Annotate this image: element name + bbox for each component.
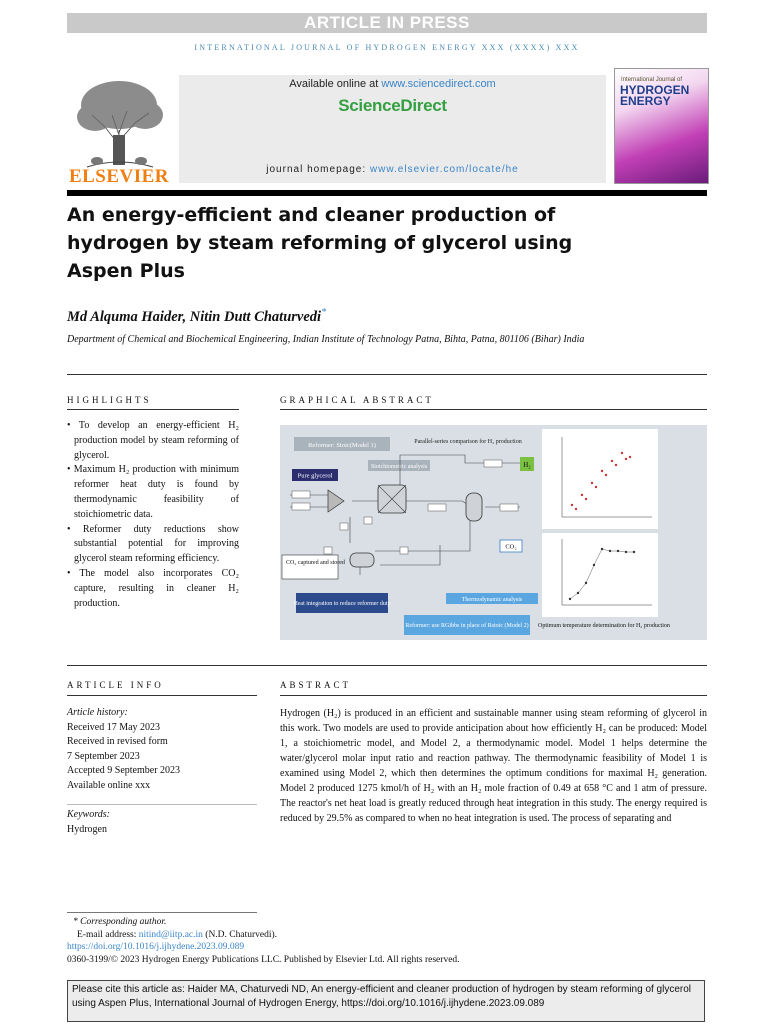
article-info-rule (67, 695, 257, 696)
journal-cover-thumbnail (614, 68, 709, 184)
abstract-rule (280, 695, 707, 696)
authors-text: Md Alquma Haider, Nitin Dutt Chaturvedi (67, 308, 322, 325)
history-item: Received 17 May 2023 (67, 721, 161, 733)
journal-homepage-link[interactable]: www.elsevier.com/locate/he (369, 164, 519, 175)
process-flowsheet (280, 425, 707, 640)
header-divider (67, 190, 707, 196)
email-link[interactable]: nitind@iitp.ac.in (138, 929, 203, 940)
journal-running-header: INTERNATIONAL JOURNAL OF HYDROGEN ENERGY XXX (XXXX) XXX (194, 43, 580, 52)
citation-box: Please cite this article as: Haider MA, Chaturvedi ND, An energy-efficient and cleaner production of hydrogen by steam reforming of glycerol using Aspen Plus, International Journal of Hydrogen Energy, https://doi.org/10.1016/j.ijhydene.2023.09.089 (67, 980, 705, 1022)
keyword-item: Hydrogen (67, 823, 107, 835)
corresponding-note: * Corresponding author. (73, 917, 167, 927)
chart-panel-1 (542, 429, 658, 529)
separator-icon (466, 493, 482, 521)
article-info (67, 706, 257, 837)
keywords-rule (67, 804, 257, 805)
email-line (67, 929, 460, 942)
section-rule-top (67, 374, 707, 375)
cover-line2: HYDROGEN (620, 83, 690, 97)
history-item: Accepted 9 September 2023 (67, 765, 181, 776)
cover-line1: International Journal of (621, 77, 683, 83)
sciencedirect-link[interactable]: www.sciencedirect.com (381, 78, 496, 90)
parallel-series-label: Parallel-series comparison for H₂ production (414, 439, 522, 445)
thermo-analysis-label: Thermodynamic analysis (461, 597, 523, 603)
corresponding-mark[interactable]: * (321, 307, 327, 318)
h2-label: H₂ (523, 461, 531, 469)
highlight-item: • Maximum H₂ production with minimum reformer heat duty is found by thermodynamic feasibility of stoichiometric data. (67, 464, 239, 520)
cover-title (620, 85, 689, 107)
article-in-press-banner: ARTICLE IN PRESS (67, 13, 707, 33)
sciencedirect-logo: ScienceDirect (338, 96, 447, 115)
graphical-abstract-rule (280, 409, 707, 410)
cover-line3: ENERGY (620, 94, 671, 108)
highlight-item: • The model also incorporates CO₂ capture, resulting in cleaner H₂ production. (67, 567, 239, 609)
co2-label: CO₂ (505, 543, 517, 551)
graphical-abstract-heading: GRAPHICAL ABSTRACT (280, 395, 434, 405)
reformer-stoic-label: Reformer: Stoic(Model 1) (308, 442, 376, 449)
email-prefix: E-mail address: (77, 929, 137, 940)
article-info-heading: ARTICLE INFO (67, 680, 164, 690)
doi-link[interactable]: https://doi.org/10.1016/j.ijhydene.2023.09.089 (67, 942, 245, 952)
section-rule-mid (67, 665, 707, 666)
affiliation: Department of Chemical and Biochemical Engineering, Indian Institute of Technology Patna, Bihta, Patna, 801106 (Bihar) India (67, 334, 585, 345)
keywords-label: Keywords: (67, 809, 110, 820)
stoic-analysis-label: Stoichiometric analysis (370, 464, 428, 470)
abstract-text: Hydrogen (H₂) is produced in an efficient and sustainable manner using steam reforming of glycerol in this work. Two models are used to provide anticipation about how efficiently H₂ can be produced: Model 1, a stoichiometric model, and Model 2, a thermodynamic model. Model 1 helps determine the water/glycerol molar input ratio and reaction pathway. The thermodynamic feasibility of Model 1 is examined using Model 2, which then determines the optimum conditions for maximal H₂ generation. Model 2 produced 1275 kmol/h of H₂ with an H₂ mole fraction of 0.49 at 658 °C and 1 atm of pressure. The reactor's net heat load is greatly reduced through heat integration in this study. The energy required is reduced by 29.5% as compared to when no heat integration is used. The process of separating and (280, 708, 707, 824)
article-title: An energy-efficient and cleaner production of hydrogen by steam reforming of glycerol using Aspen Plus (67, 204, 573, 282)
mixer-icon (328, 490, 344, 512)
highlights-rule (67, 409, 239, 410)
pure-glycerol-label: Pure glycerol (297, 472, 333, 480)
footnote (67, 916, 460, 966)
footnote-rule (67, 912, 257, 913)
history-item: 7 September 2023 (67, 750, 140, 762)
co2-captured-label: CO₂ captured and stored (286, 560, 345, 566)
chart-panel-2 (542, 533, 658, 617)
email-suffix: (N.D. Chaturvedi). (205, 929, 278, 940)
abstract-heading: ABSTRACT (280, 680, 352, 690)
journal-homepage-prefix: journal homepage: (266, 164, 367, 175)
highlights-heading: HIGHLIGHTS (67, 395, 152, 405)
co2-captured-box (282, 555, 338, 579)
copyright: 0360-3199/© 2023 Hydrogen Energy Publications LLC. Published by Elsevier Ltd. All rights reserved. (67, 954, 460, 965)
elsevier-wordmark: ELSEVIER (68, 166, 170, 187)
journal-homepage (179, 164, 606, 175)
available-online (179, 78, 606, 90)
heat-exchanger-icon (350, 553, 374, 567)
available-prefix: Available online at (289, 78, 379, 90)
reformer-rgibbs-label: Reformer: use RGibbs in place of Rstoic (Model 2) (405, 623, 529, 629)
heat-integration-label: Heat integration to reduce reformer duty (293, 601, 391, 607)
highlights-list (67, 419, 239, 611)
history-label: Article history: (67, 707, 128, 718)
graphical-abstract-figure (280, 425, 707, 640)
author-list (67, 307, 326, 326)
history-item: Available online xxx (67, 779, 151, 791)
history-item: Received in revised form (67, 736, 168, 747)
highlight-item: • Reformer duty reductions show substantial potential for improving glycerol steam reforming efficiency. (67, 523, 239, 565)
opt-temp-label: Optimum temperature determination for H₂ production (538, 623, 670, 629)
highlight-item: • To develop an energy-efficient H₂ production model by steam reforming of glycerol. (67, 420, 239, 461)
